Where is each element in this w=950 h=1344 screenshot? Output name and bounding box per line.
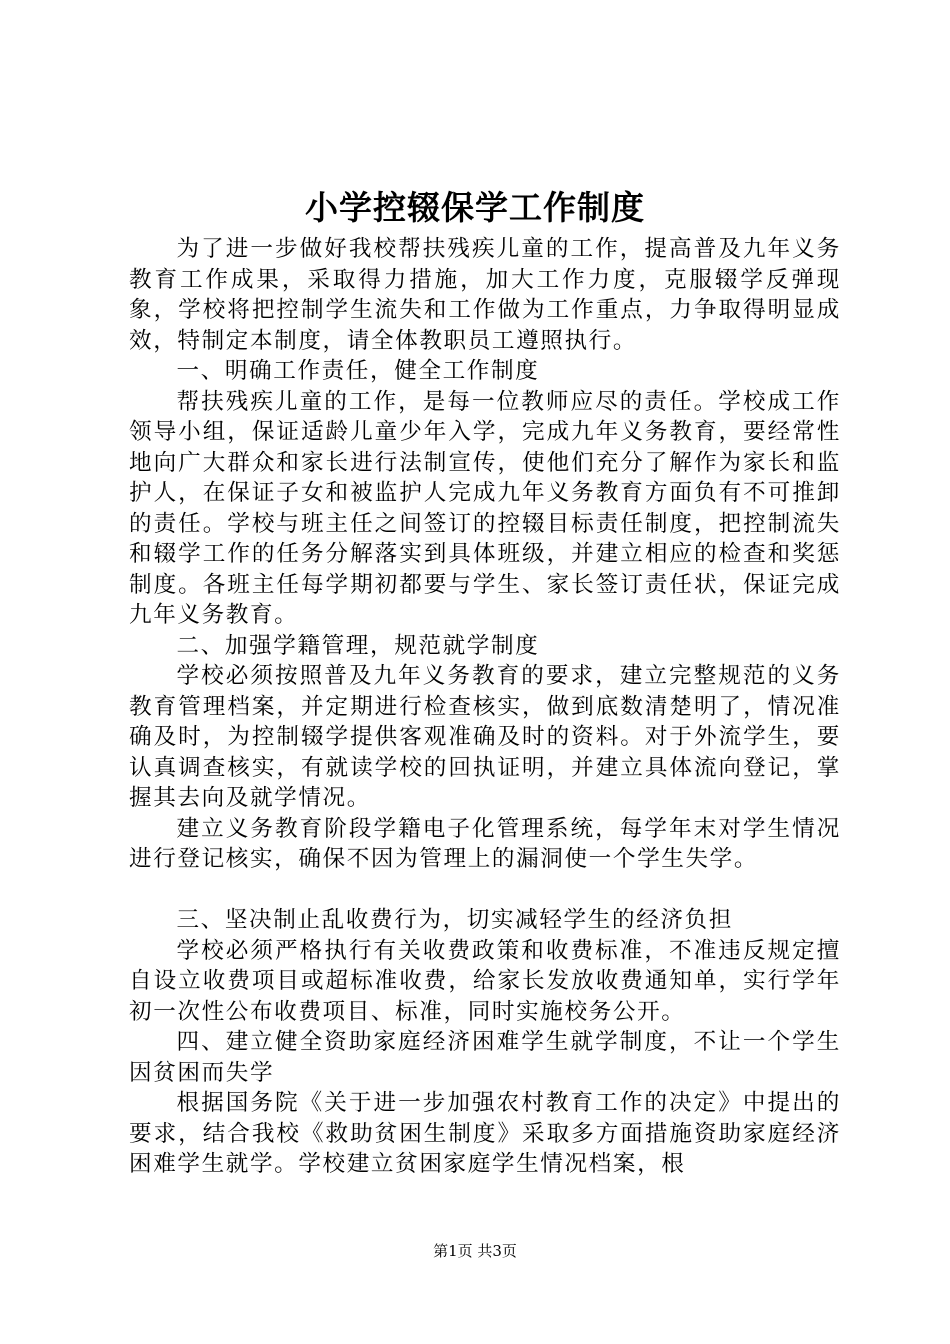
section-1-paragraph: 帮扶残疾儿童的工作，是每一位教师应尽的责任。学校成工作领导小组，保证适龄儿童少年入学，完成九年义务教育，要经常性地向广大群众和家长进行法制宣传，使他们充分了解作为家长和监护人，在保证子女和被监护人完成九年义务教育方面负有不可推卸的责任。学校与班主任之间签订的控辍目标责任制度，把控制流失和辍学工作的任务分解落实到具体班级，并建立相应的检查和奖惩制度。各班主任每学期初都要与学生、家长签订责任状，保证完成九年义务教育。	[129, 388, 841, 628]
document-body	[129, 234, 841, 1180]
intro-paragraph: 为了进一步做好我校帮扶残疾儿童的工作，提高普及九年义务教育工作成果，采取得力措施，加大工作力度，克服辍学反弹现象，学校将把控制学生流失和工作做为工作重点，力争取得明显成效，特制定本制度，请全体教职员工遵照执行。	[129, 236, 841, 354]
document-title: 小学控辍保学工作制度	[305, 188, 645, 227]
section-2-paragraph-1: 学校必须按照普及九年义务教育的要求，建立完整规范的义务教育管理档案，并定期进行检查核实，做到底数清楚明了，情况准确及时，为控制辍学提供客观准确及时的资料。对于外流学生，要认真调查核实，有就读学校的回执证明，并建立具体流向登记，掌握其去向及就学情况。	[129, 663, 841, 811]
page-footer: 第1页 共3页	[433, 1242, 517, 1260]
section-2-paragraph-2: 建立义务教育阶段学籍电子化管理系统，每学年末对学生情况进行登记核实，确保不因为管理上的漏洞使一个学生失学。	[129, 815, 841, 872]
section-heading-1: 一、明确工作责任，健全工作制度	[176, 358, 540, 384]
section-3-paragraph: 学校必须严格执行有关收费政策和收费标准，不准违反规定擅自设立收费项目或超标准收费，给家长发放收费通知单，实行学年初一次性公布收费项目、标准，同时实施校务公开。	[129, 937, 841, 1025]
section-heading-2: 二、加强学籍管理，规范就学制度	[176, 632, 540, 659]
section-4-paragraph: 根据国务院《关于进一步加强农村教育工作的决定》中提出的要求，结合我校《救助贫困生制度》采取多方面措施资助家庭经济困难学生就学。学校建立贫困家庭学生情况档案，根	[129, 1090, 841, 1177]
section-heading-3: 三、坚决制止乱收费行为，切实减轻学生的经济负担	[176, 907, 733, 933]
section-heading-4: 四、建立健全资助家庭经济困难学生就学制度，不让一个学生因贫困而失学	[129, 1029, 841, 1086]
